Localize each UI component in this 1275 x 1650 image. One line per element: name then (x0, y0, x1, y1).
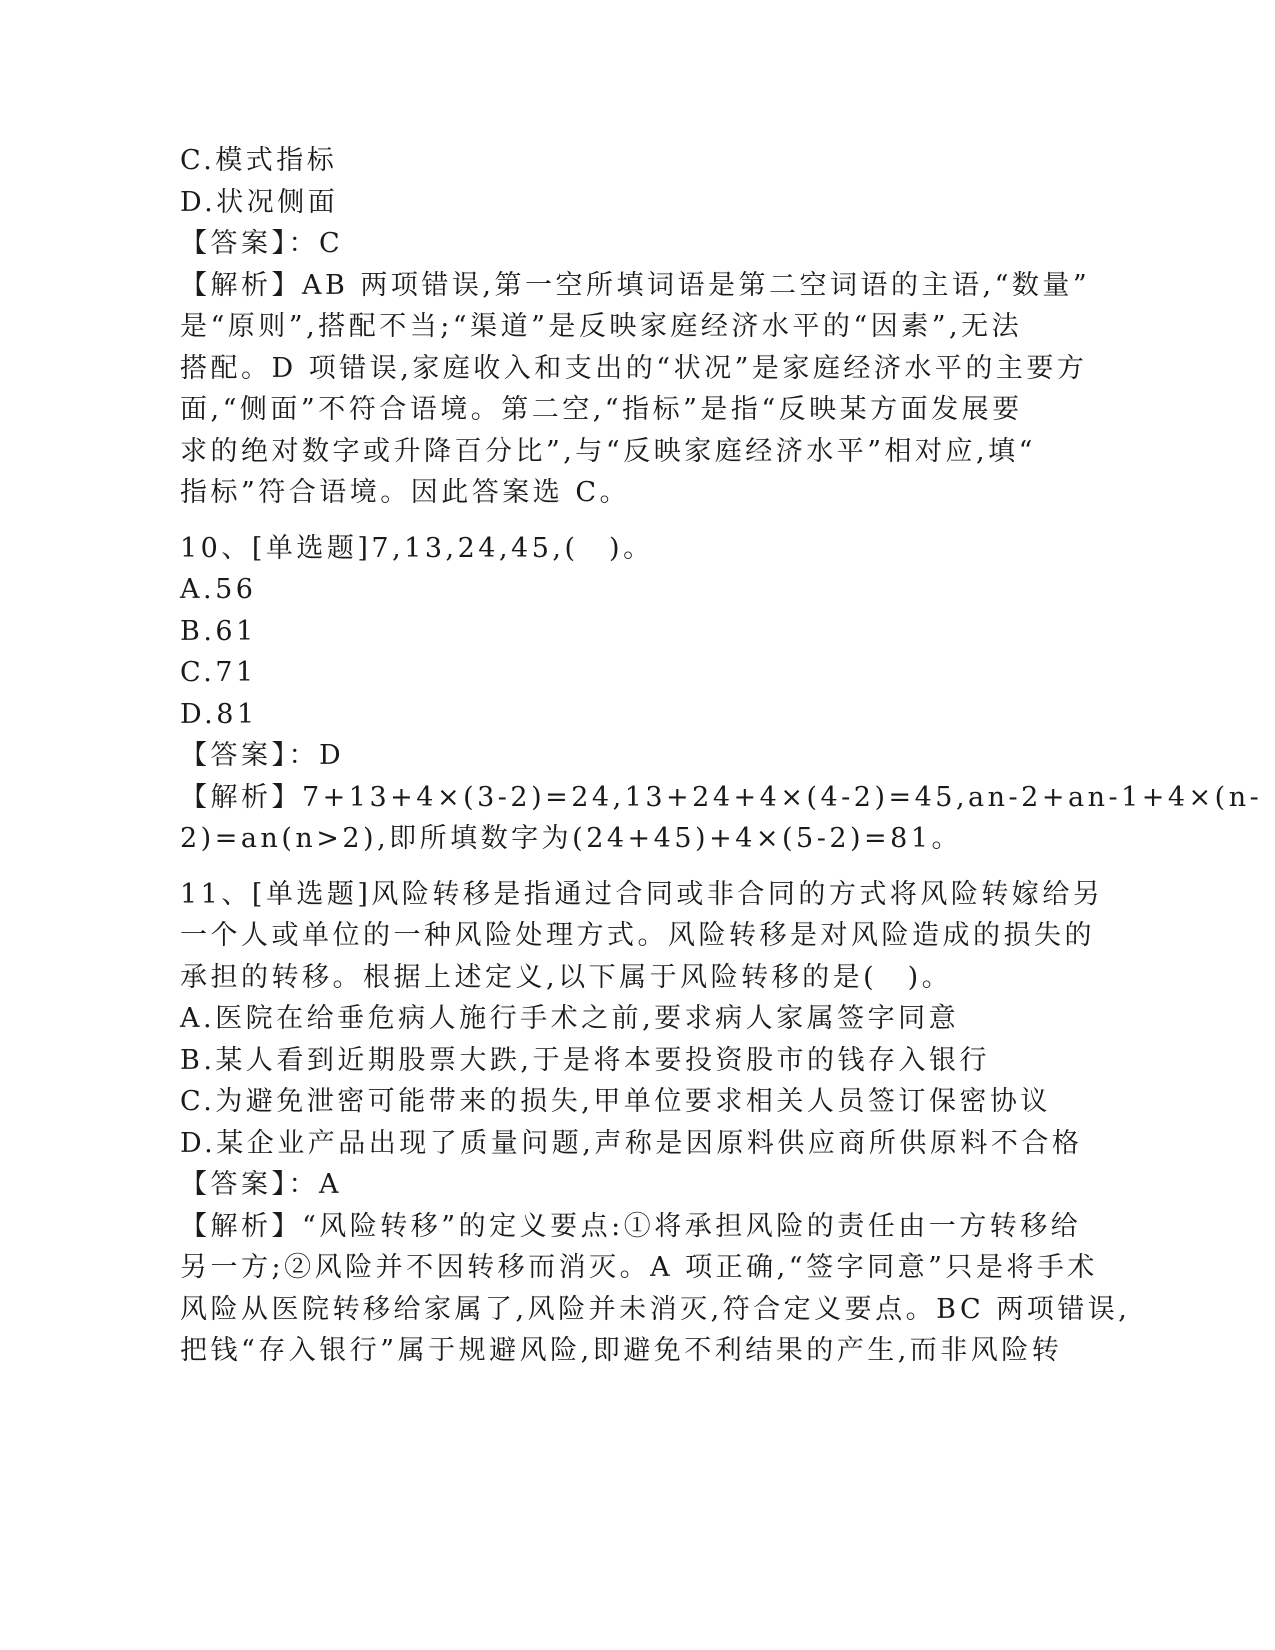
analysis-line: 2)=an(n>2),即所填数字为(24+45)+4×(5-2)=81。 (180, 823, 963, 854)
option-b: B.某人看到近期股票大跌,于是将本要投资股市的钱存入银行 (180, 1044, 991, 1076)
option-d: D.状况侧面 (180, 186, 339, 218)
option-c: C.为避免泄密可能带来的损失,甲单位要求相关人员签订保密协议 (180, 1086, 1051, 1117)
question-9 (180, 140, 1091, 514)
stem-line: 承担的转移。根据上述定义,以下属于风险转移的是( )。 (180, 961, 953, 993)
analysis-line: 风险从医院转移给家属了,风险并未消灭,符合定义要点。BC 两项错误, (180, 1293, 1131, 1325)
option-c: C.71 (180, 657, 257, 688)
answer: 【答案】：D (180, 740, 345, 771)
analysis-line: 求的绝对数字或升降百分比”,与“反映家庭经济水平”相对应,填“ (180, 435, 1036, 467)
spacer (180, 860, 1040, 874)
analysis-line: 面,“侧面”不符合语境。第二空,“指标”是指“反映某方面发展要 (180, 394, 1023, 425)
option-c: C.模式指标 (180, 145, 338, 176)
analysis-line: 【解析】“风险转移”的定义要点:①将承担风险的责任由一方转移给 (180, 1210, 1082, 1242)
stem-line: 一个人或单位的一种风险处理方式。风险转移是对风险造成的损失的 (180, 920, 1095, 951)
question-10 (180, 528, 1263, 860)
analysis-line: 是“原则”,搭配不当;“渠道”是反映家庭经济水平的“因素”,无法 (180, 311, 1023, 342)
analysis-line: 【解析】AB 两项错误,第一空所填词语是第二空词语的主语,“数量” (180, 269, 1091, 301)
option-d: D.81 (180, 698, 258, 730)
document-page (180, 140, 1263, 1372)
option-b: B.61 (180, 615, 257, 647)
analysis-line: 搭配。D 项错误,家庭收入和支出的“状况”是家庭经济水平的主要方 (180, 352, 1088, 384)
analysis-line: 把钱“存入银行”属于规避风险,即避免不利结果的产生,而非风险转 (180, 1335, 1063, 1366)
analysis-line: 另一方;②风险并不因转移而消灭。A 项正确,“签字同意”只是将手术 (180, 1252, 1098, 1283)
analysis-line: 指标”符合语境。因此答案选 C。 (180, 477, 631, 508)
option-a: A.医院在给垂危病人施行手术之前,要求病人家属签字同意 (180, 1003, 960, 1034)
answer: 【答案】：A (180, 1169, 342, 1200)
option-a: A.56 (180, 574, 257, 605)
analysis (180, 265, 1091, 514)
question-stem (180, 874, 1104, 999)
option-d: D.某企业产品出现了质量问题,声称是因原料供应商所供原料不合格 (180, 1127, 1083, 1159)
analysis-line: 【解析】7+13+4×(3-2)=24,13+24+4×(4-2)=45,an-2+an-1+4×(n- (180, 781, 1263, 813)
question-11 (180, 874, 1131, 1372)
stem-line: 11、[单选题]风险转移是指通过合同或非合同的方式将风险转嫁给另 (180, 878, 1104, 910)
question-stem: 10、[单选题]7,13,24,45,( )。 (180, 532, 654, 564)
analysis (180, 777, 1263, 860)
answer: 【答案】：C (180, 228, 344, 259)
analysis (180, 1206, 1131, 1372)
spacer (180, 514, 1040, 528)
